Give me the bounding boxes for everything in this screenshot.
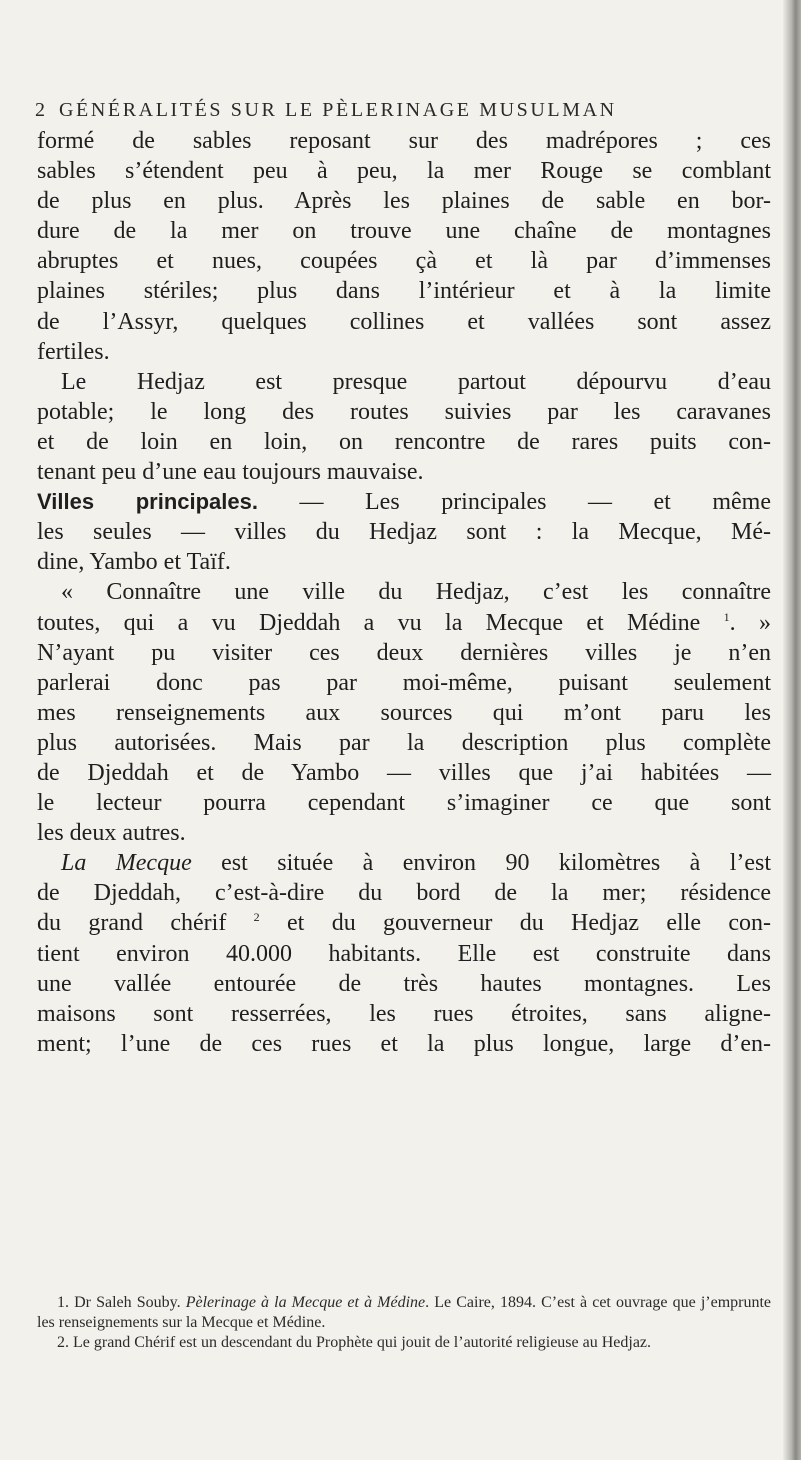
text-line: parlerai donc pas par moi-même, puisant seulement (37, 669, 771, 696)
footnote-2: 2. Le grand Chérif est un descendant du Prophète qui jouit de l’autorité religieuse au Hedjaz. (57, 1334, 652, 1351)
footnote-text: . Le Caire, 1894. C’est à cet ouvrage que j’emprunte les renseignements sur la Mecque et Médine. (37, 1294, 772, 1331)
text-line: maisons sont resserrées, les rues étroites, sans aligne- (37, 1000, 771, 1027)
text-line: sables s’étendent peu à peu, la mer Rouge se comblant (37, 158, 771, 185)
text-line: abruptes et nues, coupées çà et là par d’immenses (37, 248, 771, 275)
footnote-ref-1: 1 (723, 609, 730, 624)
text-line: mes renseignements aux sources qui m’ont paru les (37, 699, 771, 726)
paragraph-4 (37, 577, 771, 848)
text-line: plus autorisées. Mais par la description plus complète (37, 729, 771, 756)
text-line: N’ayant pu visiter ces deux dernières villes je n’en (37, 639, 771, 666)
text-line: tient environ 40.000 habitants. Elle est construite dans (37, 940, 771, 967)
text-line: de plus en plus. Après les plaines de sable en bor- (37, 188, 771, 215)
text-line: les deux autres. (37, 820, 186, 847)
footnote-1 (37, 1293, 771, 1333)
footnotes (37, 1293, 771, 1353)
text-run: du grand chérif (37, 910, 227, 937)
paragraph-5 (37, 848, 771, 1059)
text-run: . » (729, 609, 772, 636)
text-line: dine, Yambo et Taïf. (37, 549, 231, 576)
text-line: de Djeddah, c’est-à-dire du bord de la mer; résidence (37, 880, 771, 907)
page-edge-shadow (783, 0, 801, 1460)
text-line: ment; l’une de ces rues et la plus longue, large d’en- (37, 1030, 771, 1057)
text-line: et de loin en loin, on rencontre de rares puits con- (37, 428, 771, 455)
text-line: tenant peu d’une eau toujours mauvaise. (37, 459, 424, 486)
text-line: plaines stériles; plus dans l’intérieur et à la limite (37, 278, 771, 305)
section-heading: Villes principales. (37, 489, 258, 515)
text-line: de l’Assyr, quelques collines et vallées sont assez (37, 308, 771, 335)
text-line: les seules — villes du Hedjaz sont : la Mecque, Mé- (37, 519, 771, 546)
page-number: 2 (35, 99, 45, 121)
text-line: de Djeddah et de Yambo — villes que j’ai habitées — (37, 759, 771, 786)
text-line: « Connaître une ville du Hedjaz, c’est les connaître (61, 579, 771, 606)
text-line: formé de sables reposant sur des madrépores ; ces (37, 128, 771, 154)
running-header (35, 99, 775, 122)
paragraph-2 (37, 367, 771, 487)
text-run: est située à environ 90 kilomètres à l’est (191, 850, 772, 877)
text-line: fertiles. (37, 338, 110, 365)
text-line: dure de la mer on trouve une chaîne de montagnes (37, 218, 771, 245)
text-line: le lecteur pourra cependant s’imaginer ce que sont (37, 790, 771, 817)
text-line: Le Hedjaz est presque partout dépourvu d’eau (61, 368, 771, 395)
running-title: GÉNÉRALITÉS SUR LE PÈLERINAGE MUSULMAN (59, 99, 617, 121)
footnote-ref-2: 2 (253, 910, 260, 925)
text-run: — Les principales — et même (257, 489, 771, 516)
text-run: et du gouverneur du Hedjaz elle con- (259, 910, 771, 937)
body-text (37, 126, 771, 1059)
footnote-book-title: Pèlerinage à la Mecque et à Médine (185, 1294, 426, 1311)
paragraph-3 (37, 487, 771, 577)
text-line (37, 487, 771, 517)
text-line (37, 608, 771, 638)
paragraph-1 (37, 126, 771, 367)
text-line: potable; le long des routes suivies par les caravanes (37, 398, 771, 425)
text-run: toutes, qui a vu Djeddah a vu la Mecque et Médine (37, 609, 701, 636)
text-line: une vallée entourée de très hautes montagnes. Les (37, 970, 771, 997)
text-line (37, 908, 771, 938)
text-line (37, 848, 771, 878)
footnote-text: 1. Dr Saleh Souby. (57, 1294, 186, 1311)
place-name-mecque: La Mecque (61, 850, 192, 877)
